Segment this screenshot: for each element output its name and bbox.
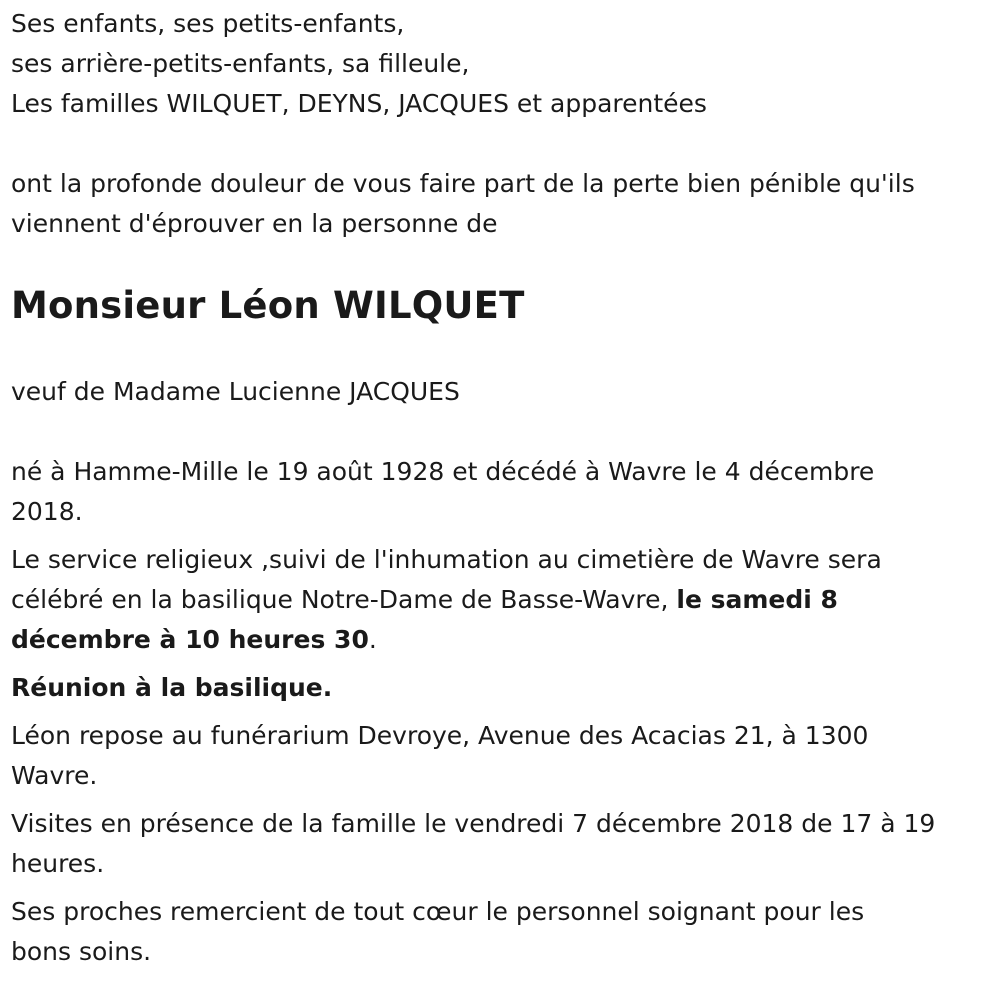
birth-death-line-1: né à Hamme-Mille le 19 août 1928 et décédé à Wavre le 4 décembre <box>11 457 875 486</box>
rest-location <box>11 716 990 796</box>
service-time-bold: décembre à 10 heures 30 <box>11 625 369 654</box>
family-list <box>11 4 990 124</box>
thanks-message <box>11 892 990 972</box>
meeting-info: Réunion à la basilique. <box>11 673 333 702</box>
service-line-1: Le service religieux ,suivi de l'inhumation au cimetière de Wavre sera <box>11 545 882 574</box>
thanks-line-2: bons soins. <box>11 937 152 966</box>
visits-line-1: Visites en présence de la famille le vendredi 7 décembre 2018 de 17 à 19 <box>11 809 936 838</box>
family-line-1: Ses enfants, ses petits-enfants, <box>11 9 405 38</box>
widow-of: veuf de Madame Lucienne JACQUES <box>11 377 460 406</box>
birth-death-info <box>11 452 990 532</box>
family-line-2: ses arrière-petits-enfants, sa filleule, <box>11 49 470 78</box>
birth-death-line-2: 2018. <box>11 497 83 526</box>
intro-line-2: viennent d'éprouver en la personne de <box>11 209 498 238</box>
service-line-2-prefix: célébré en la basilique Notre-Dame de Basse-Wavre, <box>11 585 677 614</box>
rest-line-1: Léon repose au funérarium Devroye, Avenue des Acacias 21, à 1300 <box>11 721 869 750</box>
announcement-intro <box>11 164 990 244</box>
visits-line-2: heures. <box>11 849 105 878</box>
service-date-bold: le samedi 8 <box>676 585 838 614</box>
service-info <box>11 540 990 660</box>
service-line-3-suffix: . <box>368 625 377 654</box>
intro-line-1: ont la profonde douleur de vous faire part de la perte bien pénible qu'ils <box>11 169 915 198</box>
thanks-line-1: Ses proches remercient de tout cœur le personnel soignant pour les <box>11 897 865 926</box>
rest-line-2: Wavre. <box>11 761 98 790</box>
family-line-3: Les familles WILQUET, DEYNS, JACQUES et apparentées <box>11 89 707 118</box>
deceased-name: Monsieur Léon WILQUET <box>11 284 525 327</box>
visits-info <box>11 804 990 884</box>
